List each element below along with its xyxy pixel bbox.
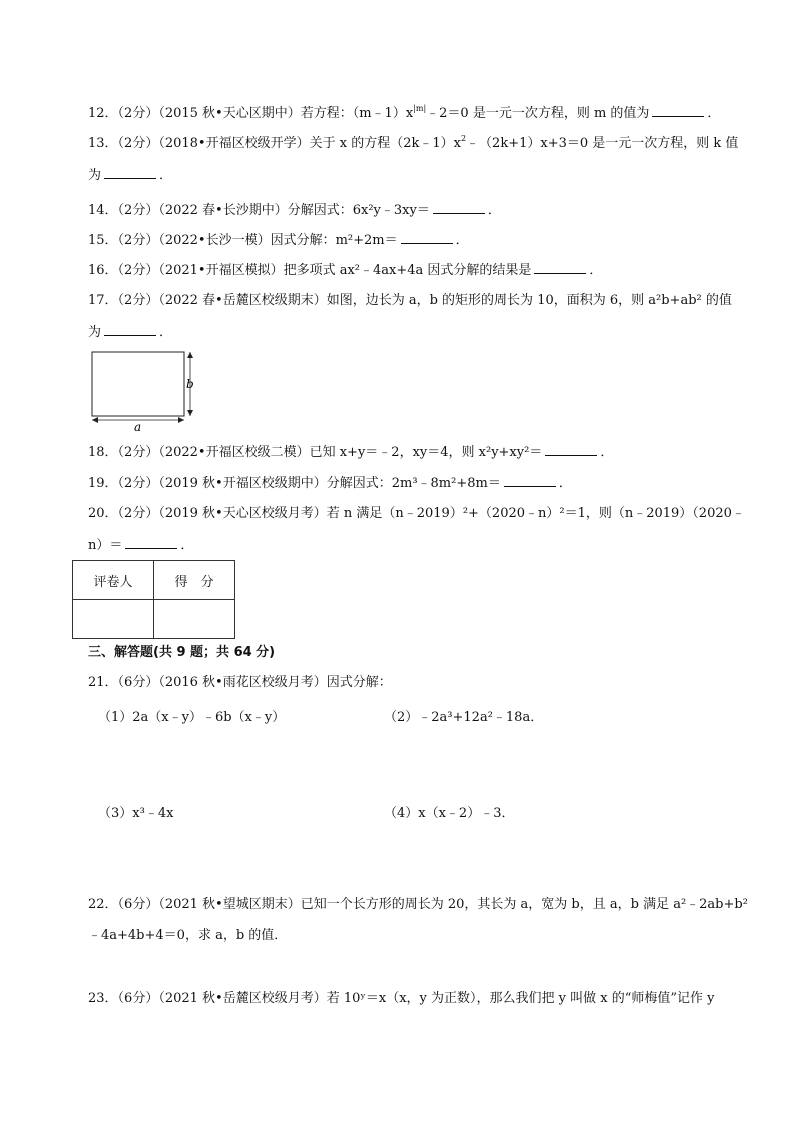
question-score: （2分） xyxy=(117,233,159,248)
question-23 xyxy=(88,990,715,1008)
sub-question-4: （4）x（x﹣2）﹣3． xyxy=(384,806,515,821)
answer-blank[interactable] xyxy=(433,201,485,214)
question-score: （6分） xyxy=(117,897,159,912)
question-source: （2019 秋•天心区校级月考） xyxy=(158,506,327,521)
question-13-continuation: 为 ． xyxy=(88,168,173,183)
question-score: （2分） xyxy=(117,136,159,151)
answer-blank[interactable] xyxy=(125,536,177,549)
question-text: 为 xyxy=(88,325,102,340)
question-number: 17． xyxy=(88,293,118,308)
question-score: （2分） xyxy=(117,445,159,460)
arrow-down-icon xyxy=(187,410,193,416)
question-number: 13． xyxy=(88,136,118,151)
answer-blank[interactable] xyxy=(104,323,156,336)
question-source: （2022 春•长沙期中） xyxy=(158,203,288,218)
question-15: 15．（2分）（2022•长沙一模）因式分解：m²+2m＝ ． xyxy=(88,233,469,248)
label-a: a xyxy=(134,420,142,432)
question-score: （2分） xyxy=(117,106,159,121)
question-number: 12． xyxy=(88,106,118,121)
answer-blank[interactable] xyxy=(401,231,453,244)
question-20 xyxy=(88,505,745,523)
question-13 xyxy=(88,135,738,153)
question-text-tail: ﹣2＝0 是一元一次方程，则 m 的值为 xyxy=(426,106,650,121)
question-text: 关于 x 的方程（2k﹣1）x xyxy=(309,136,461,151)
question-number: 22． xyxy=(88,897,118,912)
grader-cell[interactable] xyxy=(73,600,154,639)
arrow-left-icon xyxy=(92,417,98,423)
question-text: 若方程：（m﹣1）x xyxy=(300,106,414,121)
question-22-continuation: ﹣4a+4b+4＝0，求 a，b 的值． xyxy=(88,928,288,943)
question-text: 若 10ʸ＝x（x，y 为正数），那么我们把 y 叫做 x 的“师梅值”记作 y xyxy=(326,991,715,1006)
question-source: （2016 秋•雨花区校级月考） xyxy=(158,675,327,690)
question-source: （2019 秋•开福区校级期中） xyxy=(158,476,327,491)
question-text: 已知 x+y＝﹣2，xy＝4，则 x²y+xy²＝ xyxy=(309,445,543,460)
question-17-continuation: 为 ． xyxy=(88,325,173,340)
answer-blank[interactable] xyxy=(104,166,156,179)
question-number: 20． xyxy=(88,506,118,521)
question-20-continuation: n）＝ ． xyxy=(88,538,194,553)
question-number: 21． xyxy=(88,675,118,690)
question-score: （2分） xyxy=(117,476,159,491)
question-text: n）＝ xyxy=(88,538,123,553)
question-text: 如图，边长为 a，b 的矩形的周长为 10，面积为 6，则 a²b+ab² 的值 xyxy=(326,293,732,308)
question-text: 分解因式：6x²y﹣3xy＝ xyxy=(287,203,430,218)
exponent: |m| xyxy=(413,104,427,113)
question-text-tail: ﹣（2k+1）x+3＝0 是一元一次方程，则 k 值 xyxy=(466,136,739,151)
grader-score-table xyxy=(72,560,235,639)
answer-blank[interactable] xyxy=(534,261,586,274)
arrow-up-icon xyxy=(187,352,193,358)
section-heading: 三、解答题(共 9 题；共 64 分) xyxy=(88,645,276,660)
question-source: （2018•开福区校级开学） xyxy=(158,136,310,151)
question-text: 分解因式：2m³﹣8m²+8m＝ xyxy=(326,476,501,491)
sub-question-3: （3）x³﹣4x xyxy=(98,806,174,821)
question-score: （2分） xyxy=(117,203,159,218)
sub-question-1: （1）2a（x﹣y）﹣6b（x﹣y） xyxy=(98,710,286,725)
score-cell[interactable] xyxy=(154,600,235,639)
question-source: （2021 秋•岳麓区校级月考） xyxy=(158,991,327,1006)
label-b: b xyxy=(186,377,194,391)
question-score: （2分） xyxy=(117,293,159,308)
question-number: 19． xyxy=(88,476,118,491)
score-header: 得 分 xyxy=(154,561,235,600)
question-17 xyxy=(88,292,732,310)
question-text: 已知一个长方形的周长为 20，其长为 a，宽为 b，且 a，b 满足 a²﹣2ab+b² xyxy=(300,897,748,912)
question-18: 18．（2分）（2022•开福区校级二模）已知 x+y＝﹣2，xy＝4，则 x²y+xy²＝ ． xyxy=(88,445,614,460)
question-21 xyxy=(88,674,392,692)
grader-header: 评卷人 xyxy=(73,561,154,600)
answer-blank[interactable] xyxy=(545,443,597,456)
question-source: （2021 秋•望城区期末） xyxy=(158,897,301,912)
rectangle-figure xyxy=(86,348,206,432)
question-16: 16．（2分）（2021•开福区模拟）把多项式 ax²﹣4ax+4a 因式分解的结果是 ． xyxy=(88,263,603,278)
question-14: 14．（2分）（2022 春•长沙期中）分解因式：6x²y﹣3xy＝ ． xyxy=(88,203,501,218)
question-22 xyxy=(88,896,748,914)
question-score: （6分） xyxy=(117,991,159,1006)
question-text: 因式分解： xyxy=(326,675,392,690)
question-source: （2015 秋•天心区期中） xyxy=(158,106,301,121)
answer-blank[interactable] xyxy=(504,474,556,487)
question-number: 15． xyxy=(88,233,118,248)
question-source: （2022•开福区校级二模） xyxy=(158,445,310,460)
rectangle xyxy=(92,352,184,416)
question-text: 把多项式 ax²﹣4ax+4a 因式分解的结果是 xyxy=(283,263,532,278)
question-number: 18． xyxy=(88,445,118,460)
answer-blank[interactable] xyxy=(652,104,704,117)
question-score: （2分） xyxy=(117,506,159,521)
question-12: 12．（2分）（2015 秋•天心区期中）若方程：$(m﹣1)x^{|m|}﹣2=0$ 是一元一次方程，则 m 的值为 ． xyxy=(88,104,721,121)
arrow-right-icon xyxy=(178,417,184,423)
question-source: （2021•开福区模拟） xyxy=(158,263,284,278)
sub-question-2: （2）﹣2a³+12a²﹣18a． xyxy=(384,710,544,725)
question-text: 因式分解：m²+2m＝ xyxy=(270,233,398,248)
question-source: （2022•长沙一模） xyxy=(158,233,271,248)
question-text: 若 n 满足（n﹣2019）²+（2020﹣n）²＝1，则（n﹣2019）（2020﹣ xyxy=(326,506,745,521)
question-text: 为 xyxy=(88,168,102,183)
question-19: 19．（2分）（2019 秋•开福区校级期中）分解因式：2m³﹣8m²+8m＝ ． xyxy=(88,476,572,491)
question-source: （2022 春•岳麓区校级期末） xyxy=(158,293,327,308)
question-number: 23． xyxy=(88,991,118,1006)
question-number: 16． xyxy=(88,263,118,278)
question-number: 14． xyxy=(88,203,118,218)
exponent: 2 xyxy=(460,134,467,143)
question-score: （2分） xyxy=(117,263,159,278)
question-score: （6分） xyxy=(117,675,159,690)
